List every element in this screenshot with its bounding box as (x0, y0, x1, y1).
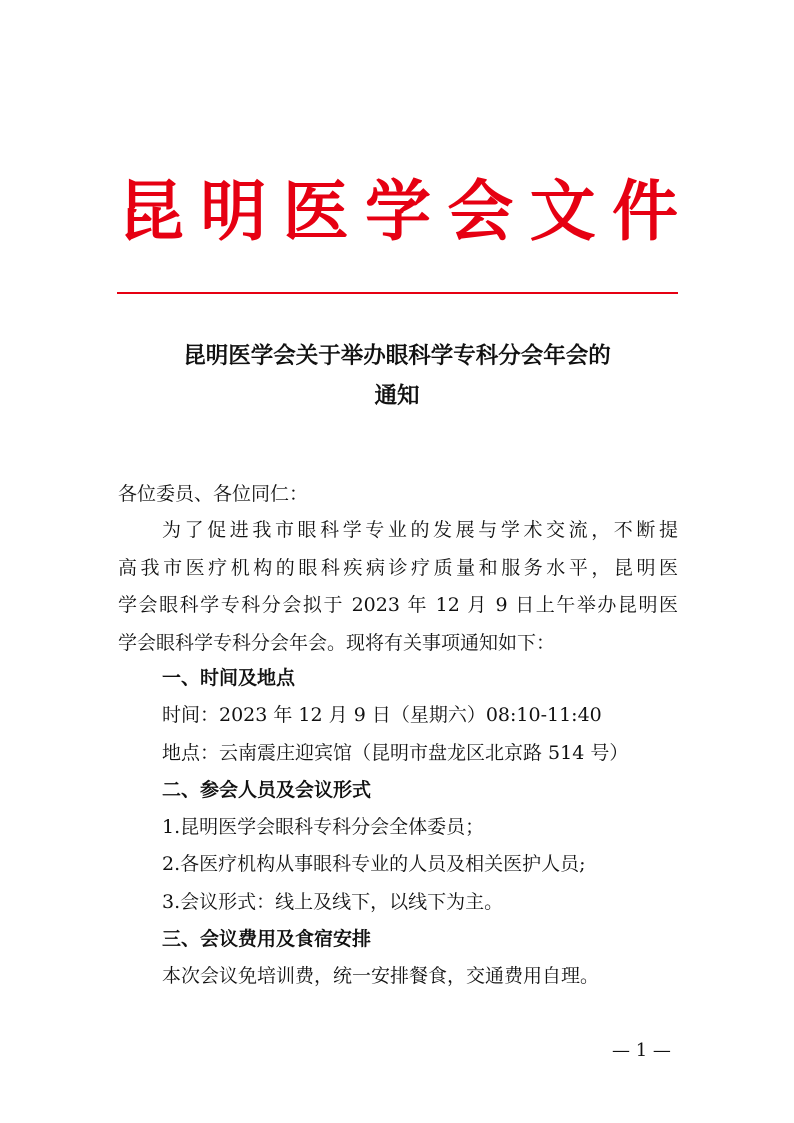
meeting-time: 时间：2023 年 12 月 9 日（星期六）08:10-11:40 (162, 704, 602, 727)
document-title-line2: 通知 (374, 383, 420, 409)
document-title (100, 336, 694, 416)
intro-line: 学会眼科学专科分会年会。现将有关事项通知如下： (118, 631, 556, 654)
section-heading-time-place: 一、时间及地点 (162, 667, 296, 689)
intro-line: 学会眼科学专科分会拟于 2023 年 12 月 9 日上午举办昆明医 (118, 594, 678, 616)
intro-line: 为了促进我市眼科学专业的发展与学术交流，不断提 (162, 519, 678, 541)
intro-line: 高我市医疗机构的眼科疾病诊疗质量和服务水平，昆明医 (118, 556, 678, 579)
masthead-char: 会 (447, 172, 514, 250)
page-number: — 1 — (612, 1040, 671, 1061)
participant-item: 1.昆明医学会眼科专科分会全体委员； (162, 816, 485, 839)
section-heading-participants: 二、参会人员及会议形式 (162, 778, 372, 801)
salutation: 各位委员、各位同仁： (118, 483, 309, 505)
participant-item: 2.各医疗机构从事眼科专业的人员及相关医护人员; (162, 853, 586, 876)
masthead-char: 件 (611, 172, 678, 250)
meeting-place: 地点：云南震庄迎宾馆（昆明市盘龙区北京路 514 号） (162, 741, 629, 764)
notice-sections (162, 660, 682, 996)
masthead-char: 昆 (118, 172, 184, 250)
masthead-title (118, 166, 678, 256)
document-title-line1: 昆明医学会关于举办眼科学专科分会年会的 (183, 343, 611, 369)
masthead-char: 明 (200, 172, 267, 250)
masthead-char: 学 (364, 172, 431, 250)
intro-paragraph (118, 512, 678, 662)
section-heading-fees: 三、会议费用及食宿安排 (162, 928, 372, 951)
masthead-char: 文 (529, 172, 596, 250)
red-divider-line (117, 292, 678, 294)
masthead-char: 医 (282, 172, 349, 250)
fees-text: 本次会议免培训费，统一安排餐食，交通费用自理。 (162, 965, 600, 988)
meeting-format: 3.会议形式：线上及线下，以线下为主。 (162, 890, 504, 913)
